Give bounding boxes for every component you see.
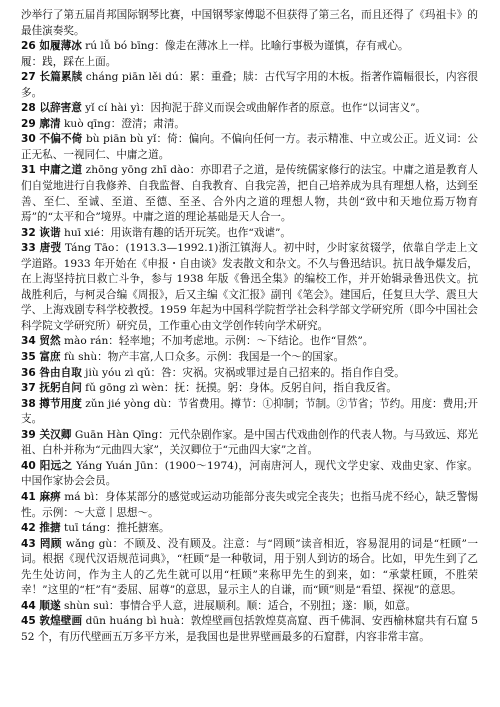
entry-term: 37 抚躬自问	[21, 382, 82, 395]
entry-definition: kuò qīng：澄清；肃清。	[60, 117, 185, 130]
entry-paragraph	[21, 241, 478, 334]
entry-definition: má bì：身体某部分的感觉或运动功能部分丧失或完全丧失；也指马虎不经心，缺乏警惕性。示例：～大意丨思想～。	[21, 490, 478, 519]
entry-definition: dūn huáng bì huà：敦煌壁画包括敦煌莫高窟、西千佛洞、安西榆林窟共有石窟 552 个，有历代壁画五万多平方米，是我国也是世界壁画最多的石窟群，内容非常丰富。	[21, 615, 479, 643]
entry-definition: zhōng yōng zhī dào：亦即君子之道，是传统儒家修行的法宝。中庸之道是教育人们自觉地进行自我修养、自我监督、自我教育、自我完善，把自己培养成为具有理想人格，达到至善、至仁、至诚、至道、至德、至圣、合外内之道的理想人物，共创“致中和天地位焉万物育焉”的“太平和合”境界。中庸之道的理论基础是天人合一。	[21, 164, 478, 224]
entry-definition: Táng Tāo：(1913.3—1992.1)浙江镇海人。初中时，少时家贫辍学，依靠自学走上文学道路。1933 年开始在《申报・自由谈》发表散文和杂文。不久与鲁迅结识。抗日战争爆发后，在上海坚持抗日救亡斗争，参与 1938 年版《鲁迅全集》的编校工作，并开始辑录鲁迅佚文。抗战胜利后，与柯灵合编《周报》，后又主编《文汇报》副刊《笔会》。建国后，任复旦大学、震旦大学、上海戏剧专科学校教授。1959 年起为中国科学院哲学社会科学部文学研究所（即今中国社会科学院文学研究所）研究员，工作重心由文学创作转向学术研究。	[21, 242, 479, 332]
entry-definition: yǐ cí hài yì：因拘泥于辞义而误会或曲解作者的原意。也作“以词害义”。	[81, 102, 427, 115]
entry-term: 32 诙谐	[21, 226, 61, 239]
entry-definition: 沙举行了第五届肖邦国际钢琴比赛，中国钢琴家傅聪不但获得了第三名，而且还得了《玛祖卡》的最佳演奏奖。	[21, 9, 478, 37]
entry-definition: shùn suì：事情合乎人意，进展顺利。顺：适合，不别扭；遂：顺，如意。	[60, 599, 417, 612]
entry-paragraph	[21, 39, 478, 55]
entry-term: 43 罔顾	[21, 537, 62, 550]
entry-term: 44 顺遂	[21, 599, 61, 612]
entry-term: 45 敦煌壁画	[21, 615, 83, 628]
entry-definition: Yáng Yuán Jūn：(1900～1974)，河南唐河人，现代文学史家、戏曲史家、作家。中国作家协会会员。	[21, 459, 478, 488]
entry-paragraph	[21, 163, 478, 225]
entry-definition: bù piān bù yǐ：倚：偏向。不偏向任何一方。表示精准、中立或公正。近义词：公正无私、一视同仁、中庸之道。	[21, 133, 478, 161]
entry-paragraph	[21, 55, 478, 71]
entry-paragraph	[21, 490, 478, 521]
entry-term: 28 以辞害意	[21, 102, 82, 115]
entry-term: 40 阳远之	[21, 459, 73, 472]
entry-paragraph	[21, 70, 478, 101]
entry-term: 30 不偏不倚	[21, 133, 83, 146]
entry-term: 42 推搪	[21, 522, 61, 535]
entry-paragraph	[21, 117, 478, 133]
entry-term: 35 富庶	[21, 351, 61, 364]
entry-definition: wǎng gù：不顾及、没有顾及。注意：与“罔顾”读音相近，容易混用的词是“枉顾”一词。根据《现代汉语规范词典》，“枉顾”是一种敬词，用于别人到访的场合。比如，甲先生到了乙先生处访问，作为主人的乙先生就可以用“枉顾”来称甲先生的到来，如：“承蒙枉顾，不胜荣幸！”这里的“枉”有“委屈、屈尊”的意思，显示主人的自谦，而“顾”则是“看望、探视”的意思。	[21, 537, 478, 597]
entry-term: 33 唐弢	[21, 242, 62, 255]
entry-paragraph	[21, 366, 478, 382]
entry-paragraph	[21, 537, 478, 599]
entry-definition: Guān Hàn Qīng：元代杂剧作家。是中国古代戏曲创作的代表人物。与马致远、郑光祖、白朴并称为“元曲四大家”，关汉卿位于“元曲四大家”之首。	[21, 428, 478, 457]
entry-definition: jiù yóu zì qǔ：咎：灾祸。灾祸或罪过是自己招来的。指自作自受。	[81, 366, 405, 379]
entry-paragraph	[21, 614, 478, 645]
entry-term: 41 麻痹	[21, 490, 61, 503]
entry-definition: zǔn jié yòng dù：节省费用。撙节：①抑制；节制。②节省；节约。用度：费用;开支。	[21, 397, 479, 426]
entry-term: 36 咎由自取	[21, 366, 82, 379]
entry-term: 27 长篇累牍	[21, 71, 83, 84]
entry-paragraph	[21, 599, 478, 615]
entry-paragraph	[21, 459, 478, 490]
entry-paragraph	[21, 428, 478, 459]
entry-definition: fǔ gōng zì wèn：抚：抚摸。躬：身体。反躬自问，指自我反省。	[81, 382, 397, 395]
entry-definition: 履：践，踩在上面。	[21, 55, 117, 68]
entry-definition: rú lǚ bó bīng：像走在薄冰上一样。比喻行事极为谨慎，存有戒心。	[81, 40, 409, 53]
entry-paragraph	[21, 381, 478, 397]
entry-paragraph	[21, 350, 478, 366]
entry-paragraph	[21, 334, 478, 350]
entry-term: 34 贸然	[21, 335, 61, 348]
entry-paragraph	[21, 521, 478, 537]
entry-definition: huī xié：用诙谐有趣的话开玩笑。也作“戏谑”。	[60, 226, 291, 239]
entry-definition: mào rán：轻率地；不加考虑地。示例：～下结论。也作“冒然”。	[60, 335, 374, 348]
entry-term: 31 中庸之道	[21, 164, 83, 177]
entry-term: 26 如履薄冰	[21, 40, 82, 53]
entry-paragraph	[21, 8, 478, 39]
entry-definition: cháng piān lěi dú：累：重叠；牍：古代写字用的木板。指著作篇幅很长，内容很多。	[21, 71, 478, 99]
entry-term: 29 廓清	[21, 117, 61, 130]
entry-term: 38 撙节用度	[21, 397, 82, 410]
entry-term: 39 关汉卿	[21, 428, 72, 441]
entry-paragraph	[21, 101, 478, 117]
entry-paragraph	[21, 132, 478, 163]
entry-definition: tuī táng：推托搪塞。	[60, 522, 170, 535]
entry-paragraph	[21, 397, 478, 428]
entry-definition: fù shù：物产丰富,人口众多。示例：我国是一个～的国家。	[60, 351, 345, 364]
entry-paragraph	[21, 226, 478, 242]
